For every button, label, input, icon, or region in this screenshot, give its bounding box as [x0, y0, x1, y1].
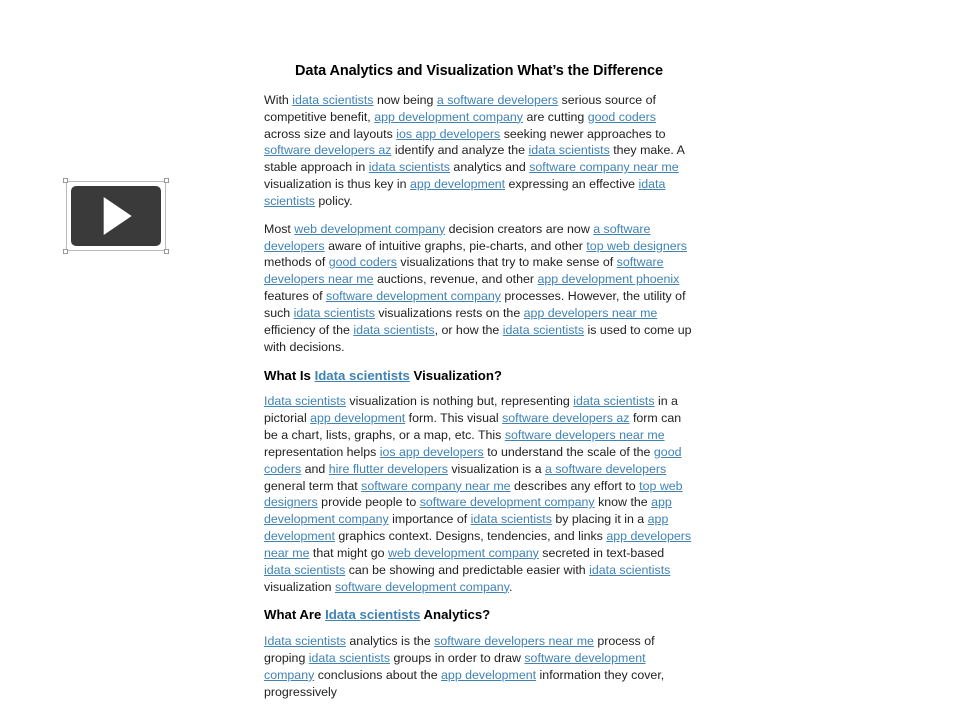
text-run: across size and layouts: [264, 126, 397, 141]
text-run: serious source of competitive benefit,: [264, 92, 656, 124]
text-run: can be showing and predictable easier with: [345, 562, 590, 577]
page-title: Data Analytics and Visualization What’s the Difference: [295, 63, 663, 79]
text-run: visualization is thus key in: [264, 177, 411, 192]
inline-link[interactable]: idata scientists: [292, 92, 374, 107]
heading-what-are-analytics: [264, 606, 694, 624]
inline-link[interactable]: software development company: [419, 495, 595, 510]
text-run: visualization is nothing but, representing: [345, 394, 574, 409]
inline-link[interactable]: web development company: [388, 545, 539, 560]
resize-handle-bottom-right[interactable]: [164, 249, 169, 254]
inline-link[interactable]: top web designers: [586, 238, 687, 253]
text-run: conclusions about the: [314, 667, 442, 682]
inline-link[interactable]: software developers near me: [434, 634, 594, 649]
inline-link[interactable]: idata scientists: [589, 562, 671, 577]
inline-link[interactable]: web development company: [294, 221, 446, 236]
paragraph-1: [264, 92, 694, 210]
text-run: seeking newer approaches to: [500, 126, 666, 141]
text-run: provide people to: [317, 495, 420, 510]
text-run: form. This visual: [405, 411, 503, 426]
text-run: auctions, revenue, and other: [373, 272, 538, 287]
inline-link[interactable]: software developers az: [264, 143, 392, 158]
inline-link[interactable]: a software developers: [264, 221, 651, 253]
text-run: identify and analyze the: [391, 143, 529, 158]
inline-link[interactable]: a software developers: [545, 461, 667, 476]
inline-link[interactable]: software developers near me: [264, 255, 664, 287]
inline-link[interactable]: Idata scientists: [314, 367, 410, 383]
text-run: they make. A stable approach in: [264, 143, 685, 175]
heading-what-is-visualization: [264, 367, 694, 385]
text-run: visualization: [264, 579, 335, 594]
text-run: by placing it in a: [551, 512, 648, 527]
content-blocks: [264, 92, 694, 701]
inline-link[interactable]: idata scientists: [293, 305, 375, 320]
text-run: graphics context. Designs, tendencies, and links: [334, 529, 607, 544]
text-run: importance of: [388, 512, 471, 527]
text-run: to understand the scale of the: [483, 444, 654, 459]
text-run: visualizations rests on the: [374, 305, 524, 320]
text-run: features of: [264, 289, 326, 304]
text-run: processes. However, the utility of such: [264, 289, 686, 320]
inline-link[interactable]: good coders: [264, 444, 682, 476]
text-run: methods of: [264, 255, 329, 270]
text-run: now being: [373, 92, 437, 107]
text-run: analytics is the: [345, 634, 435, 649]
inline-link[interactable]: a software developers: [436, 92, 559, 107]
inline-link[interactable]: idata scientists: [573, 394, 655, 409]
text-run: general term that: [264, 478, 362, 493]
article-text-body: [264, 62, 694, 712]
text-run: is used to come up with decisions.: [264, 322, 692, 354]
inline-link[interactable]: Idata scientists: [264, 394, 346, 409]
video-placeholder[interactable]: [66, 181, 166, 251]
inline-link[interactable]: top web designers: [264, 478, 683, 510]
text-run: .: [508, 579, 513, 594]
inline-link[interactable]: idata scientists: [502, 322, 585, 337]
resize-handle-bottom-left[interactable]: [63, 249, 68, 254]
text-run: Most: [264, 221, 295, 236]
inline-link[interactable]: app development: [441, 667, 537, 682]
paragraph-3: [264, 393, 694, 595]
text-run: in a pictorial: [264, 394, 678, 426]
text-run: describes any effort to: [510, 478, 640, 493]
text-run: form can be a chart, lists, graphs, or a map, etc. This: [264, 411, 682, 442]
text-run: process of groping: [264, 634, 655, 666]
text-run: groups in order to draw: [390, 651, 525, 666]
paragraph-2: [264, 221, 694, 356]
text-run: analytics and: [449, 160, 530, 175]
inline-link[interactable]: software development company: [264, 651, 646, 682]
inline-link[interactable]: app developers near me: [264, 529, 692, 560]
text-run: expressing an effective: [505, 177, 639, 192]
inline-link[interactable]: idata scientists: [528, 143, 610, 158]
inline-link[interactable]: app development company: [374, 109, 523, 124]
inline-link[interactable]: app development: [310, 411, 406, 426]
inline-link[interactable]: software developers near me: [504, 428, 665, 442]
inline-link[interactable]: Idata scientists: [325, 607, 421, 623]
inline-link[interactable]: idata scientists: [308, 651, 391, 666]
inline-link[interactable]: idata scientists: [368, 160, 450, 175]
inline-link[interactable]: app development phoenix: [537, 272, 680, 287]
inline-link[interactable]: idata scientists: [264, 177, 666, 208]
text-run: decision creators are now: [445, 221, 594, 236]
inline-link[interactable]: idata scientists: [264, 562, 346, 577]
resize-handle-top-right[interactable]: [164, 178, 169, 183]
text-run: secreted in text-based: [538, 545, 665, 560]
text-run: that might go: [309, 545, 388, 560]
inline-link[interactable]: app development: [264, 512, 669, 544]
text-run: visualization is a: [447, 461, 546, 476]
resize-handle-top-left[interactable]: [63, 178, 68, 183]
inline-link[interactable]: ios app developers: [396, 126, 501, 141]
inline-link[interactable]: good coders: [328, 255, 397, 270]
inline-link[interactable]: app developers near me: [523, 305, 658, 320]
text-run: representation helps: [264, 444, 380, 459]
text-run: information they cover, progressively: [264, 667, 665, 699]
inline-link[interactable]: ios app developers: [379, 444, 484, 459]
text-run: and: [301, 461, 329, 476]
text-run: aware of intuitive graphs, pie-charts, and other: [324, 238, 587, 253]
inline-link[interactable]: software development company: [334, 579, 509, 594]
text-run: , or how the: [434, 322, 503, 337]
text-run: Analytics?: [420, 607, 491, 623]
inline-link[interactable]: app development: [410, 177, 506, 192]
text-run: visualizations that try to make sense of: [396, 255, 617, 270]
inline-link[interactable]: software development company: [326, 289, 501, 304]
inline-link[interactable]: software company near me: [529, 160, 679, 175]
inline-link[interactable]: app development company: [264, 495, 672, 527]
inline-link[interactable]: good coders: [587, 109, 656, 124]
text-run: efficiency of the: [264, 322, 354, 337]
video-thumbnail[interactable]: [71, 186, 161, 246]
text-run: What Are: [264, 607, 326, 623]
inline-link[interactable]: hire flutter developers: [328, 461, 448, 476]
inline-link[interactable]: software company near me: [361, 478, 511, 493]
inline-link[interactable]: idata scientists: [470, 512, 552, 527]
inline-link[interactable]: idata scientists: [353, 322, 435, 337]
text-run: With: [264, 92, 293, 107]
text-run: policy.: [314, 193, 353, 208]
paragraph-4: [264, 633, 694, 700]
text-run: know the: [594, 495, 652, 510]
inline-link[interactable]: software developers az: [502, 411, 630, 426]
text-run: Visualization?: [409, 367, 502, 383]
play-icon[interactable]: [104, 197, 132, 235]
inline-link[interactable]: Idata scientists: [264, 634, 346, 649]
text-run: are cutting: [523, 109, 588, 124]
video-selection-frame: [66, 181, 166, 251]
text-run: What Is: [264, 367, 315, 383]
